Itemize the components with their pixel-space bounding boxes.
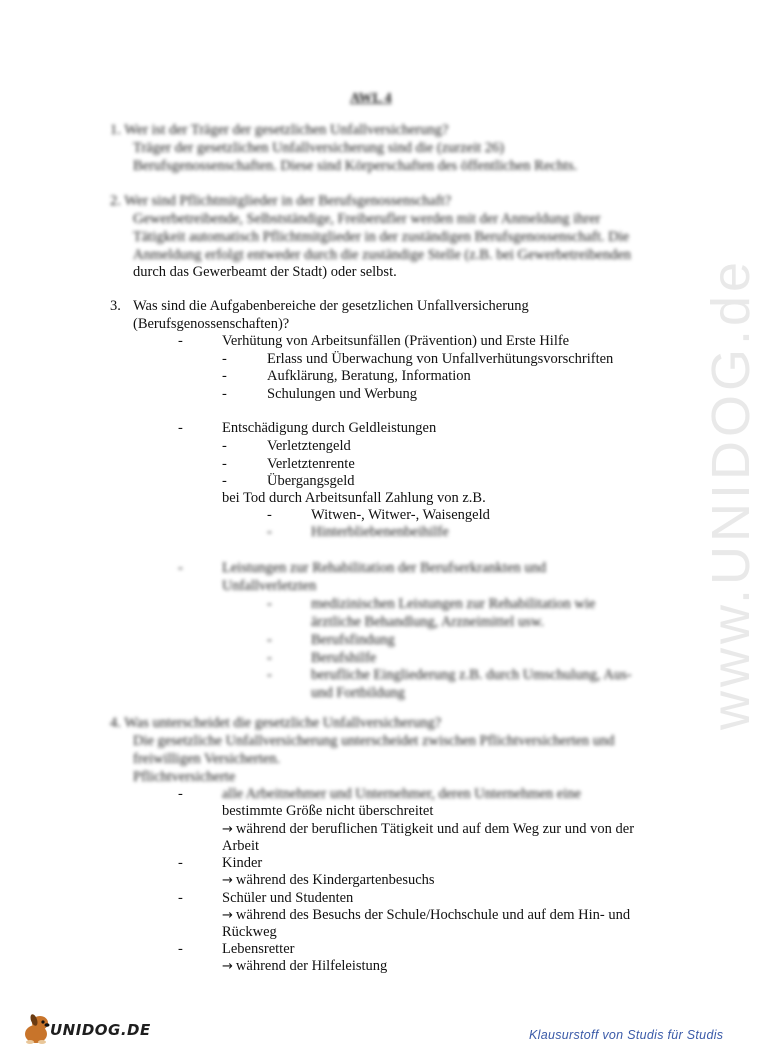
bullet-dash: - (222, 438, 227, 454)
bullet-dash: - (178, 855, 183, 871)
q3-number: 3. (110, 298, 121, 314)
q3-subitem: berufliche Eingliederung z.B. durch Umschulung, Aus- (311, 667, 632, 683)
q3-subitem: Berufsfindung (311, 632, 395, 648)
q4-line: Die gesetzliche Unfallversicherung unterscheidet zwischen Pflichtversicherten und (133, 733, 615, 749)
q4-group-children: Kinder (222, 855, 263, 871)
q3-subitem: und Fortbildung (311, 685, 405, 701)
q3-bullet-rehab: Unfallverletzten (222, 578, 317, 594)
q2-line: Gewerbetreibende, Selbstständige, Freiberufler werden mit der Anmeldung ihrer (133, 211, 601, 227)
bullet-dash: - (267, 596, 272, 612)
bullet-dash: - (267, 667, 272, 683)
bullet-dash: - (178, 420, 183, 436)
bullet-dash: - (178, 786, 183, 802)
arrow-right-icon: → (222, 908, 233, 923)
q1-line: Berufsgenossenschaften. Diese sind Körperschaften des öffentlichen Rechts. (133, 158, 578, 174)
dog-icon (25, 1013, 50, 1044)
q2-line: Anmeldung erfolgt entweder durch die zuständige Stelle (z.B. bei Gewerbetreibenden (133, 247, 632, 263)
q4-arrow-line: Arbeit (222, 838, 260, 854)
q3-subitem: Erlass und Überwachung von Unfallverhütungsvorschriften (267, 351, 614, 367)
bullet-dash: - (178, 333, 183, 349)
arrow-right-icon: → (222, 959, 233, 974)
q4-group-lifesavers: Lebensretter (222, 941, 295, 957)
q4-line: 4. Was unterscheidet die gesetzliche Unfallversicherung? (110, 715, 442, 731)
q3-subitem: ärztliche Behandlung, Arzneimittel usw. (311, 614, 545, 630)
q4-arrow-line: → während des Kindergartenbesuchs (222, 872, 435, 888)
footer-tagline: Klausurstoff von Studis für Studis (529, 1028, 724, 1042)
watermark-text: www.UNIDOG.de (701, 257, 761, 730)
arrow-right-icon: → (222, 873, 233, 888)
bullet-dash: - (267, 524, 272, 540)
q3-subitem: Witwen-, Witwer-, Waisengeld (311, 507, 490, 523)
q4-arrow-line: → während der Hilfeleistung (222, 958, 388, 974)
q3-bullet-prevention: Verhütung von Arbeitsunfällen (Prävention) und Erste Hilfe (222, 333, 570, 349)
bullet-dash: - (222, 351, 227, 367)
bullet-dash: - (222, 368, 227, 384)
q4-group-employees: bestimmte Größe nicht überschreitet (222, 803, 434, 819)
q3-question: Was sind die Aufgabenbereiche der gesetzlichen Unfallversicherung (133, 298, 529, 314)
logo-text: UNIDOG.DE (50, 1021, 151, 1039)
q3-subitem: medizinischen Leistungen zur Rehabilitation wie (311, 596, 596, 612)
q3-subitem: Verletztenrente (267, 456, 355, 472)
q4-arrow-line: → während des Besuchs der Schule/Hochschule und auf dem Hin- und (222, 907, 631, 923)
bullet-dash: - (222, 473, 227, 489)
q4-line: Pflichtversicherte (133, 769, 236, 785)
bullet-dash: - (178, 560, 183, 576)
q3-subitem: Schulungen und Werbung (267, 386, 417, 402)
bullet-dash: - (267, 650, 272, 666)
bullet-dash: - (222, 386, 227, 402)
q2-line: 2. Wer sind Pflichtmitglieder in der Berufsgenossenschaft? (110, 193, 452, 209)
q1-line: 1. Wer ist der Träger der gesetzlichen Unfallversicherung? (110, 122, 449, 138)
q3-subitem: Übergangsgeld (267, 473, 355, 489)
q4-arrow-line: Rückweg (222, 924, 277, 940)
q3-bullet-rehab: Leistungen zur Rehabilitation der Berufserkrankten und (222, 560, 547, 576)
document-title: AWL 4 (350, 91, 392, 106)
q3-bullet-compensation: Entschädigung durch Geldleistungen (222, 420, 437, 436)
q3-subitem: Berufshilfe (311, 650, 377, 666)
q2-line: Tätigkeit automatisch Pflichtmitglieder in der zuständigen Berufsgenossenschaft. Die (133, 229, 630, 245)
q4-group-students: Schüler und Studenten (222, 890, 354, 906)
q2-line-clear: durch das Gewerbeamt der Stadt) oder selbst. (133, 264, 397, 280)
q4-line: freiwilligen Versicherten. (133, 751, 281, 767)
q4-arrow-line: → während der beruflichen Tätigkeit und auf dem Weg zur und von der (222, 821, 635, 837)
q3-subitem: Verletztengeld (267, 438, 351, 454)
bullet-dash: - (178, 890, 183, 906)
bullet-dash: - (222, 456, 227, 472)
bullet-dash: - (267, 507, 272, 523)
q1-line: Träger der gesetzlichen Unfallversicherung sind die (zurzeit 26) (133, 140, 505, 156)
bullet-dash: - (267, 632, 272, 648)
q3-subitem: Hinterbliebenenbeihilfe (311, 524, 449, 540)
arrow-right-icon: → (222, 822, 233, 837)
bullet-dash: - (178, 941, 183, 957)
q4-group-employees: alle Arbeitnehmer und Unternehmer, deren Unternehmen eine (222, 786, 581, 802)
q3-death-line: bei Tod durch Arbeitsunfall Zahlung von z.B. (222, 490, 486, 506)
q3-question: (Berufsgenossenschaften)? (133, 316, 290, 332)
q3-subitem: Aufklärung, Beratung, Information (267, 368, 471, 384)
